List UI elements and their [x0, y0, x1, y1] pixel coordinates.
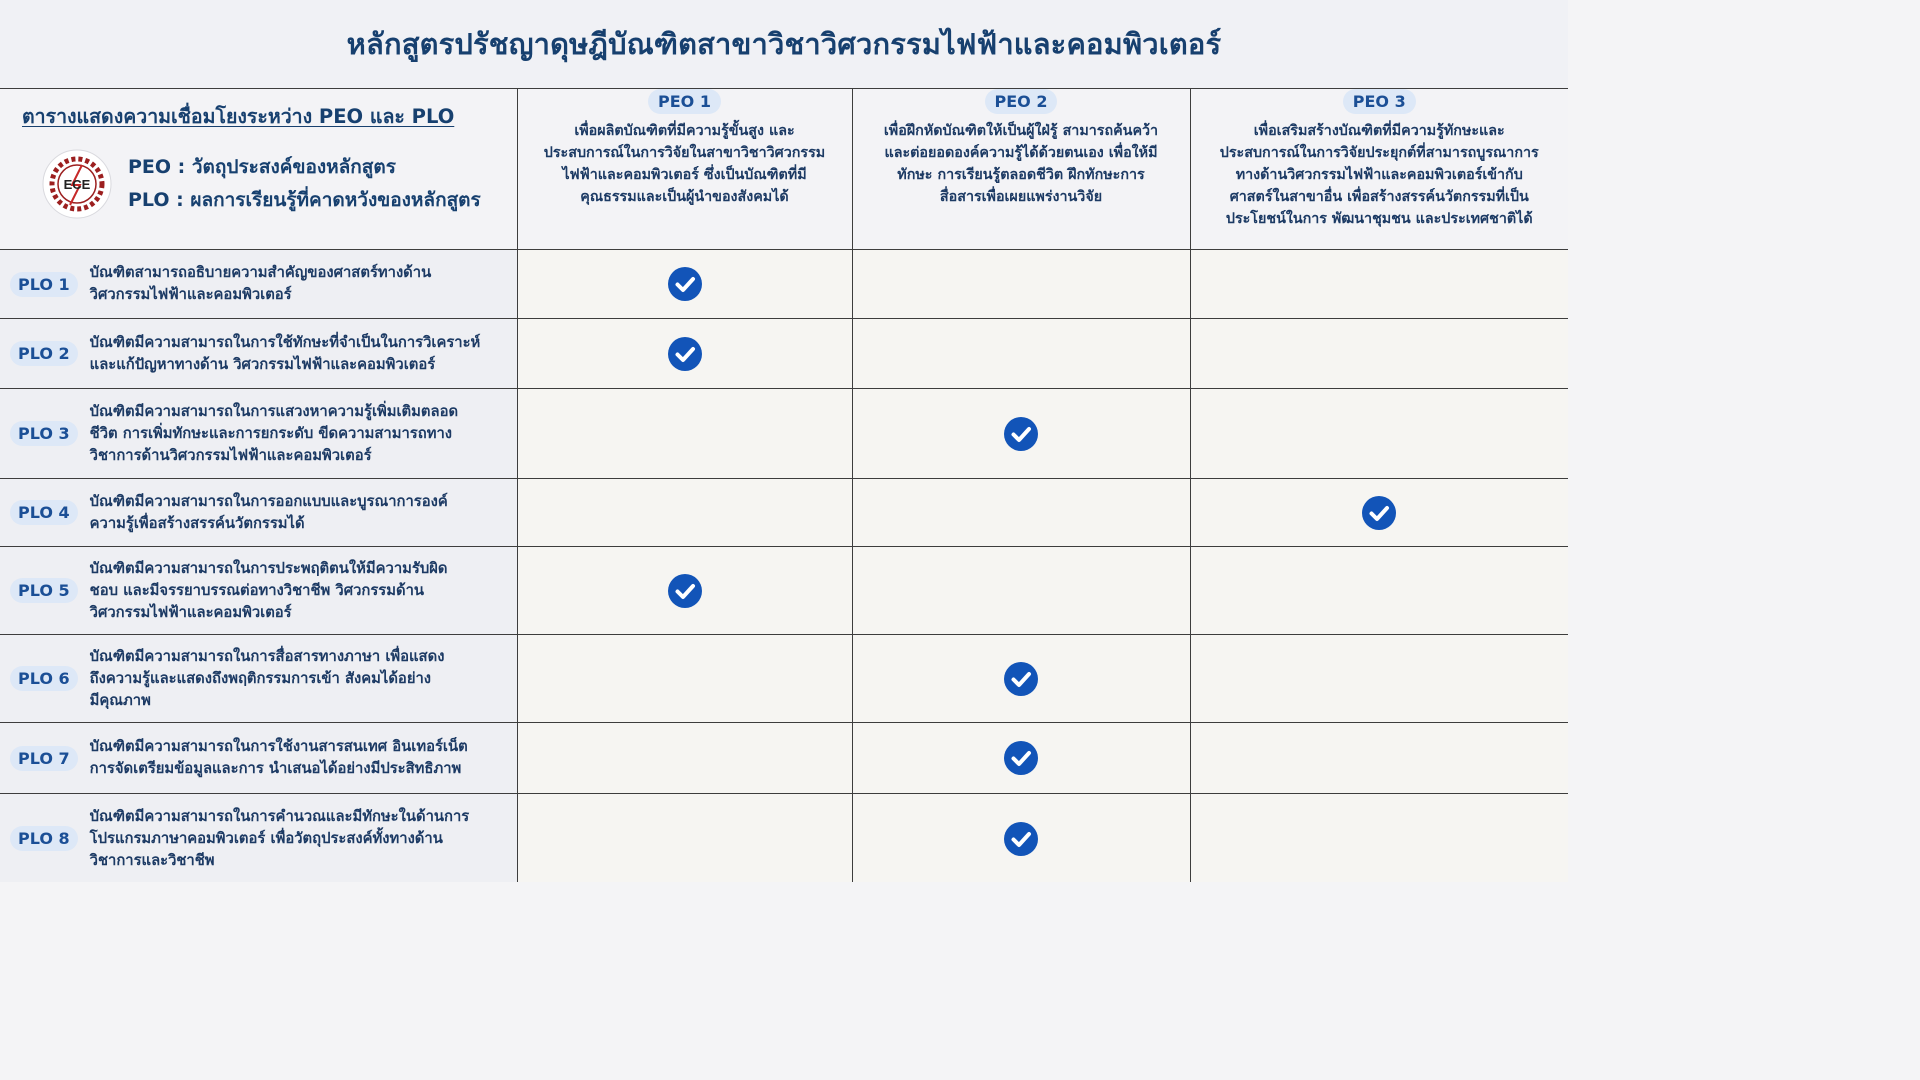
- plo-label: PLO 1: [10, 272, 78, 297]
- title-bar: [0, 0, 1568, 88]
- mapping-cell-peo-3: [1190, 250, 1568, 319]
- peo-description: เพื่อฝึกหัดบัณฑิตให้เป็นผู้ใฝ่รู้ สามารถค้นคว้า และต่อยอดองค์ความรู้ได้ด้วยตนเอง เพื่อให้มี ทักษะ การเรียนรู้ตลอดชีวิต ฝึกทักษะการ สื่อสารเพื่อเผยแพร่งานวิจัย: [883, 123, 1159, 205]
- plo-row: [0, 547, 1568, 635]
- mapping-cell-peo-3: [1190, 547, 1568, 635]
- mapping-cell-peo-1: [517, 479, 852, 547]
- plo-description: บัณฑิตมีความสามารถในการใช้งานสารสนเทศ อินเทอร์เน็ต การจัดเตรียมข้อมูลและการ นำเสนอได้อย่างมีประสิทธิภาพ: [89, 738, 468, 777]
- plo-label: PLO 6: [10, 666, 78, 691]
- mapping-cell-peo-2: [852, 723, 1190, 794]
- plo-label: PLO 3: [10, 421, 78, 446]
- plo-description: บัณฑิตสามารถอธิบายความสำคัญของศาสตร์ทางด้าน วิศวกรรมไฟฟ้าและคอมพิวเตอร์: [89, 264, 432, 303]
- plo-cell: [0, 723, 517, 794]
- mapping-cell-peo-3: [1190, 479, 1568, 547]
- mapping-cell-peo-1: [517, 794, 852, 883]
- plo-cell: [0, 479, 517, 547]
- peo-label: PEO 1: [648, 89, 721, 114]
- plo-row: [0, 479, 1568, 547]
- mapping-cell-peo-1: [517, 547, 852, 635]
- plo-row: [0, 250, 1568, 319]
- mapping-cell-peo-3: [1190, 723, 1568, 794]
- check-circle-icon: [1004, 822, 1038, 856]
- check-circle-icon: [668, 267, 702, 301]
- mapping-cell-peo-2: [852, 794, 1190, 883]
- check-circle-icon: [1004, 662, 1038, 696]
- mapping-cell-peo-2: [852, 389, 1190, 479]
- plo-label: PLO 5: [10, 578, 78, 603]
- peo-label: PEO 3: [1343, 89, 1416, 114]
- plo-cell: [0, 319, 517, 389]
- plo-row: [0, 794, 1568, 883]
- plo-description: บัณฑิตมีความสามารถในการใช้ทักษะที่จำเป็นในการวิเคราะห์ และแก้ปัญหาทางด้าน วิศวกรรมไฟฟ้าและคอมพิวเตอร์: [89, 333, 481, 373]
- check-circle-icon: [668, 337, 702, 371]
- plo-row: [0, 635, 1568, 723]
- legend-plo-definition: PLO : ผลการเรียนรู้ที่คาดหวังของหลักสูตร: [128, 189, 481, 211]
- plo-label: PLO 2: [10, 341, 78, 366]
- mapping-cell-peo-1: [517, 635, 852, 723]
- legend-heading: ตารางแสดงความเชื่อมโยงระหว่าง PEO และ PLO: [22, 105, 455, 128]
- mapping-cell-peo-1: [517, 389, 852, 479]
- plo-description: บัณฑิตมีความสามารถในการแสวงหาความรู้เพิ่มเติมตลอด ชีวิต การเพิ่มทักษะและการยกระดับ ขีดความสามารถทาง วิชาการด้านวิศวกรรมไฟฟ้าและคอมพิวเตอร์: [89, 402, 459, 464]
- ece-logo: [42, 149, 112, 219]
- mapping-cell-peo-1: [517, 319, 852, 389]
- plo-row: [0, 723, 1568, 794]
- mapping-cell-peo-2: [852, 250, 1190, 319]
- plo-description: บัณฑิตมีความสามารถในการคำนวณและมีทักษะในด้านการ โปรแกรมภาษาคอมพิวเตอร์ เพื่อวัตถุประสงค์ทั้งทางด้าน วิชาการและวิชาชีพ: [89, 807, 470, 869]
- plo-cell: [0, 794, 517, 883]
- plo-description: บัณฑิตมีความสามารถในการประพฤติตนให้มีความรับผิด ชอบ และมีจรรยาบรรณต่อทางวิชาชีพ วิศวกรรมด้าน วิศวกรรมไฟฟ้าและคอมพิวเตอร์: [89, 559, 448, 621]
- peo-label: PEO 2: [985, 89, 1058, 114]
- peo-description: เพื่อผลิตบัณฑิตที่มีความรู้ขั้นสูง และ ประสบการณ์ในการวิจัยในสาขาวิชาวิศวกรรม ไฟฟ้าและคอมพิวเตอร์ ซึ่งเป็นบัณฑิตที่มี คุณธรรมและเป็นผู้นำของสังคมได้: [543, 123, 826, 205]
- peo-header-1: [517, 89, 852, 250]
- mapping-cell-peo-1: [517, 723, 852, 794]
- plo-cell: [0, 250, 517, 319]
- plo-label: PLO 8: [10, 826, 78, 851]
- mapping-cell-peo-3: [1190, 389, 1568, 479]
- check-circle-icon: [1004, 741, 1038, 775]
- plo-cell: [0, 389, 517, 479]
- check-circle-icon: [668, 574, 702, 608]
- header-row: [0, 89, 1568, 250]
- peo-plo-matrix: [0, 88, 1568, 882]
- plo-cell: [0, 635, 517, 723]
- plo-label: PLO 7: [10, 746, 78, 771]
- plo-cell: [0, 547, 517, 635]
- plo-description: บัณฑิตมีความสามารถในการออกแบบและบูรณาการองค์ ความรู้เพื่อสร้างสรรค์นวัตกรรมได้: [89, 492, 448, 532]
- peo-description: เพื่อเสริมสร้างบัณฑิตที่มีความรู้ทักษะและ ประสบการณ์ในการวิจัยประยุกต์ที่สามารถบูรณาการ ทางด้านวิศวกรรมไฟฟ้าและคอมพิวเตอร์เข้ากับ ศาสตร์ในสาขาอื่น เพื่อสร้างสรรค์นวัตกรรมที่เป็น ประโยชน์ในการ พัฒนาชุมชน และประเทศชาติได้: [1219, 123, 1539, 227]
- check-circle-icon: [1362, 496, 1396, 530]
- check-circle-icon: [1004, 417, 1038, 451]
- mapping-cell-peo-3: [1190, 794, 1568, 883]
- plo-row: [0, 319, 1568, 389]
- mapping-cell-peo-2: [852, 479, 1190, 547]
- legend-peo-definition: PEO : วัตถุประสงค์ของหลักสูตร: [128, 156, 396, 178]
- mapping-cell-peo-1: [517, 250, 852, 319]
- peo-header-3: [1190, 89, 1568, 250]
- legend-cell: [0, 89, 517, 250]
- peo-header-2: [852, 89, 1190, 250]
- page-title: หลักสูตรปรัชญาดุษฎีบัณฑิตสาขาวิชาวิศวกรรมไฟฟ้าและคอมพิวเตอร์: [346, 27, 1222, 61]
- mapping-cell-peo-2: [852, 547, 1190, 635]
- plo-description: บัณฑิตมีความสามารถในการสื่อสารทางภาษา เพื่อแสดง ถึงความรู้และแสดงถึงพฤติกรรมการเข้า สังคมได้อย่าง มีคุณภาพ: [89, 647, 445, 709]
- mapping-cell-peo-3: [1190, 319, 1568, 389]
- mapping-cell-peo-2: [852, 319, 1190, 389]
- mapping-cell-peo-3: [1190, 635, 1568, 723]
- mapping-cell-peo-2: [852, 635, 1190, 723]
- plo-row: [0, 389, 1568, 479]
- logo-text: ECE: [63, 177, 91, 192]
- plo-label: PLO 4: [10, 500, 78, 525]
